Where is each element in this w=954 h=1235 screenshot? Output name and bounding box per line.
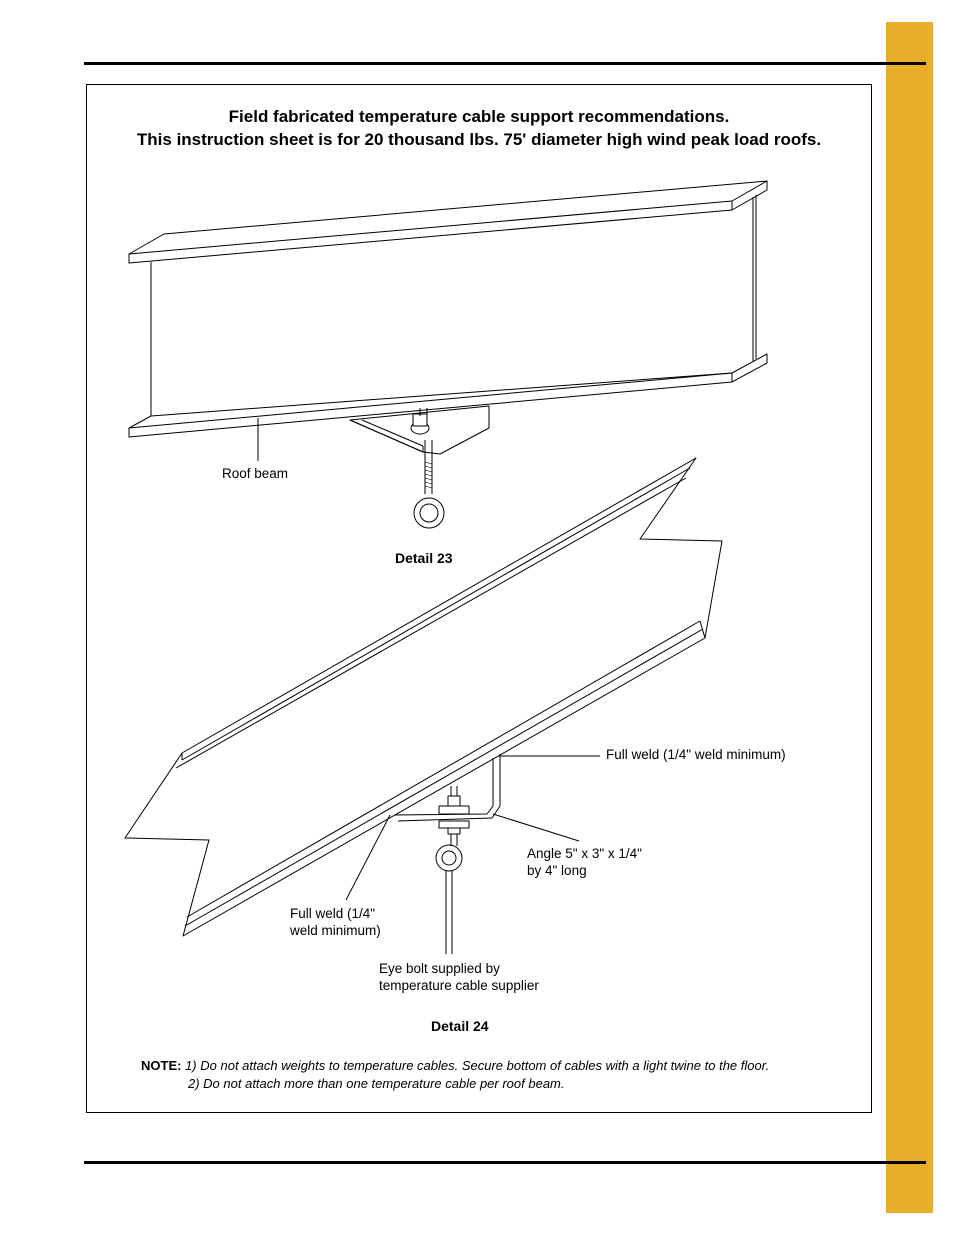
weld-bottom-label-line-2: weld minimum)	[290, 923, 381, 938]
angle-label-line-1: Angle 5" x 3" x 1/4"	[527, 846, 642, 861]
beam-top-flange	[129, 181, 767, 263]
note-text-2: 2) Do not attach more than one temperature cable per roof beam.	[188, 1076, 565, 1091]
detail-23-caption: Detail 23	[395, 550, 453, 566]
title-line-1: Field fabricated temperature cable support recommendations.	[228, 107, 730, 126]
detail-24-beam-drawing	[125, 458, 722, 954]
angle-label-line-2: by 4" long	[527, 863, 587, 878]
eyebolt-label-line-1: Eye bolt supplied by	[379, 961, 500, 976]
beam-section	[125, 458, 722, 936]
detail-24-caption: Detail 24	[431, 1018, 489, 1034]
title-line-2: This instruction sheet is for 20 thousand lbs. 75' diameter high wind peak load roofs.	[136, 130, 822, 149]
note-text-1: 1) Do not attach weights to temperature cables. Secure bottom of cables with a light twine to the floor.	[185, 1058, 770, 1073]
note-prefix: NOTE:	[141, 1058, 182, 1073]
note-line-1	[141, 1057, 769, 1074]
eyebolt-label-line-2: temperature cable supplier	[379, 978, 539, 993]
roof-beam-label: Roof beam	[222, 466, 289, 481]
note-line-2	[188, 1075, 565, 1092]
weld-bottom-label-line-1: Full weld (1/4"	[290, 906, 376, 921]
weld-top-label: Full weld (1/4" weld minimum)	[606, 747, 786, 762]
